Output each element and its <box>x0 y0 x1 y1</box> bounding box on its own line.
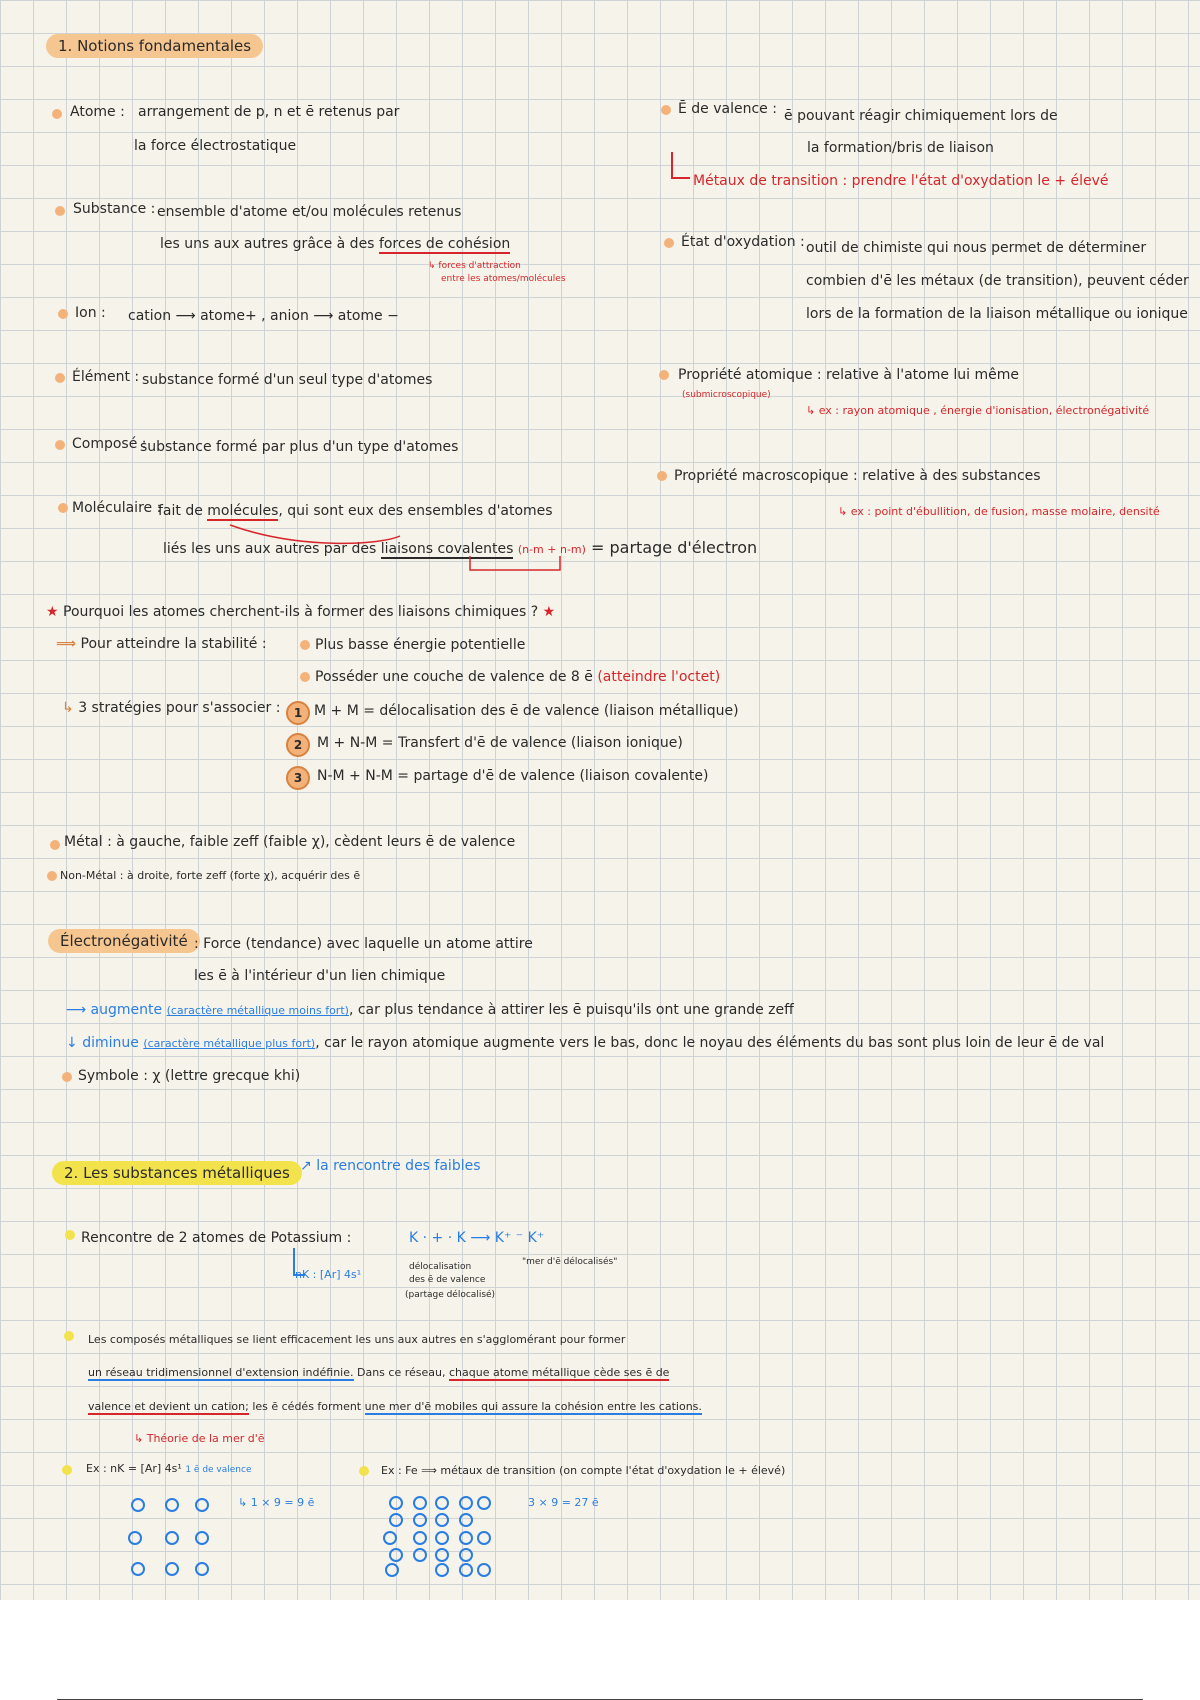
ion-label: Ion : <box>75 305 106 321</box>
potassium-line: Rencontre de 2 atomes de Potassium : <box>81 1230 352 1246</box>
example-2-line: Ex : Fe ⟹ métaux de transition (on compte l'état d'oxydation le + élevé) <box>381 1464 786 1477</box>
strategy-1: M + M = délocalisation des ē de valence (liaison métallique) <box>314 703 739 719</box>
stability-point1: Plus basse énergie potentielle <box>315 637 526 653</box>
etat-oxydation-line1: outil de chimiste qui nous permet de déterminer <box>806 240 1147 256</box>
ion-def: cation ⟶ atome+ , anion ⟶ atome − <box>128 308 399 324</box>
metal-compounds-line2: un réseau tridimensionnel d'extension indéfinie. Dans ce réseau, chaque atome métallique cède ses ē de <box>88 1366 670 1379</box>
element-def: substance formé d'un seul type d'atomes <box>142 372 433 388</box>
stability-point2: Posséder une couche de valence de 8 ē (atteindre l'octet) <box>315 669 721 685</box>
substance-note2: entre les atomes/molécules <box>441 274 566 284</box>
example-1-value: ↳ 1 × 9 = 9 ē <box>238 1496 315 1509</box>
substance-note1: ↳ forces d'attraction <box>428 261 521 271</box>
stability-line: ⟹ Pour atteindre la stabilité : <box>56 636 267 652</box>
prop-atomique-sub: (submicroscopique) <box>682 390 771 400</box>
strategy-1-badge: 1 <box>286 701 310 725</box>
compose-label: Composé : <box>72 436 147 452</box>
example-1-line: Ex : nK = [Ar] 4s¹ 1 ē de valence <box>86 1462 252 1475</box>
strategy-2-badge: 2 <box>286 733 310 757</box>
sea-theory: ↳ Théorie de la mer d'ē <box>134 1432 265 1445</box>
substance-label: Substance : <box>73 201 156 217</box>
potassium-reaction: K · + · K ⟶ K⁺ ⁻ K⁺ <box>409 1230 545 1246</box>
etat-oxydation-label: État d'oxydation : <box>681 234 805 250</box>
element-label: Élément : <box>72 369 140 385</box>
moleculaire-line1: fait de molécules, qui sont eux des ensembles d'atomes <box>158 503 553 519</box>
electroneg-decrease: ↓ diminue (caractère métallique plus fort), car le rayon atomique augmente vers le bas, donc le noyau des éléments du bas sont plus loin de leur ē de val <box>66 1035 1105 1051</box>
example-2-value: 3 × 9 = 27 ē <box>528 1496 599 1509</box>
prop-atomique-label: Propriété atomique : relative à l'atome lui même <box>678 367 1020 383</box>
etat-oxydation-line2: combien d'ē les métaux (de transition), peuvent céder <box>806 273 1189 289</box>
mer-note: "mer d'ē délocalisés" <box>522 1257 618 1267</box>
metal-line: Métal : à gauche, faible zeff (faible χ), cèdent leurs ē de valence <box>64 834 516 850</box>
prop-macro-label: Propriété macroscopique : relative à des substances <box>674 468 1041 484</box>
delocalisation-note1: délocalisation <box>409 1262 472 1272</box>
substance-line2: les uns aux autres grâce à des forces de cohésion <box>160 236 511 252</box>
section-1-title: 1. Notions fondamentales <box>46 34 263 58</box>
compose-def: substance formé par plus d'un type d'atomes <box>140 439 459 455</box>
electroneg-line1: : Force (tendance) avec laquelle un atome attire <box>194 936 533 952</box>
question-line: ★ Pourquoi les atomes cherchent-ils à former des liaisons chimiques ? ★ <box>46 604 556 620</box>
e-valence-line2: la formation/bris de liaison <box>807 140 994 156</box>
strategy-3-badge: 3 <box>286 766 310 790</box>
electroneg-line2: les ē à l'intérieur d'un lien chimique <box>194 968 446 984</box>
section-2-title: 2. Les substances métalliques <box>52 1161 302 1185</box>
etat-oxydation-line3: lors de la formation de la liaison métallique ou ionique <box>806 306 1188 322</box>
prop-atomique-ex: ↳ ex : rayon atomique , énergie d'ionisation, électronégativité <box>806 404 1150 417</box>
potassium-config: nK : [Ar] 4s¹ <box>295 1268 362 1281</box>
strategy-2: M + N-M = Transfert d'ē de valence (liaison ionique) <box>317 735 683 751</box>
electroneg-increase: ⟶ augmente (caractère métallique moins fort), car plus tendance à attirer les ē puisqu'ils ont une grande zeff <box>66 1002 794 1018</box>
metal-compounds-line3: valence et devient un cation; les ē cédés forment une mer d'ē mobiles qui assure la cohésion entre les cations. <box>88 1400 702 1413</box>
substance-line1: ensemble d'atome et/ou molécules retenus <box>157 204 462 220</box>
strategies-label: ↳ 3 stratégies pour s'associer : <box>62 700 281 716</box>
atome-line2: la force électrostatique <box>134 138 297 154</box>
delocalisation-note2: des ē de valence <box>409 1275 486 1285</box>
lattice-2 <box>384 1497 490 1576</box>
non-metal-line: Non-Métal : à droite, forte zeff (forte χ), acquérir des ē <box>60 869 361 882</box>
lattice-1 <box>129 1499 208 1575</box>
moleculaire-line2: liés les uns aux autres par des liaisons covalentes (n-m + n-m) = partage d'électron <box>163 538 758 557</box>
atome-line1: arrangement de p, n et ē retenus par <box>138 104 400 120</box>
delocalisation-note3: (partage délocalisé) <box>405 1290 496 1300</box>
moleculaire-label: Moléculaire : <box>72 500 162 516</box>
electronegativity-title: Électronégativité <box>48 929 200 953</box>
e-valence-note: Métaux de transition : prendre l'état d'oxydation le + élevé <box>693 173 1109 189</box>
e-valence-label: Ē de valence : <box>678 101 777 117</box>
atome-label: Atome : <box>70 104 125 120</box>
metal-compounds-line1: Les composés métalliques se lient efficacement les uns aux autres en s'agglomérant pour former <box>88 1333 626 1346</box>
e-valence-line1: ē pouvant réagir chimiquement lors de <box>784 108 1058 124</box>
section-2-subtitle: ↗ la rencontre des faibles <box>300 1158 481 1174</box>
strategy-3: N-M + N-M = partage d'ē de valence (liaison covalente) <box>317 768 709 784</box>
prop-macro-ex: ↳ ex : point d'ébullition, de fusion, masse molaire, densité <box>838 505 1160 518</box>
electroneg-symbol: Symbole : χ (lettre grecque khi) <box>78 1068 301 1084</box>
